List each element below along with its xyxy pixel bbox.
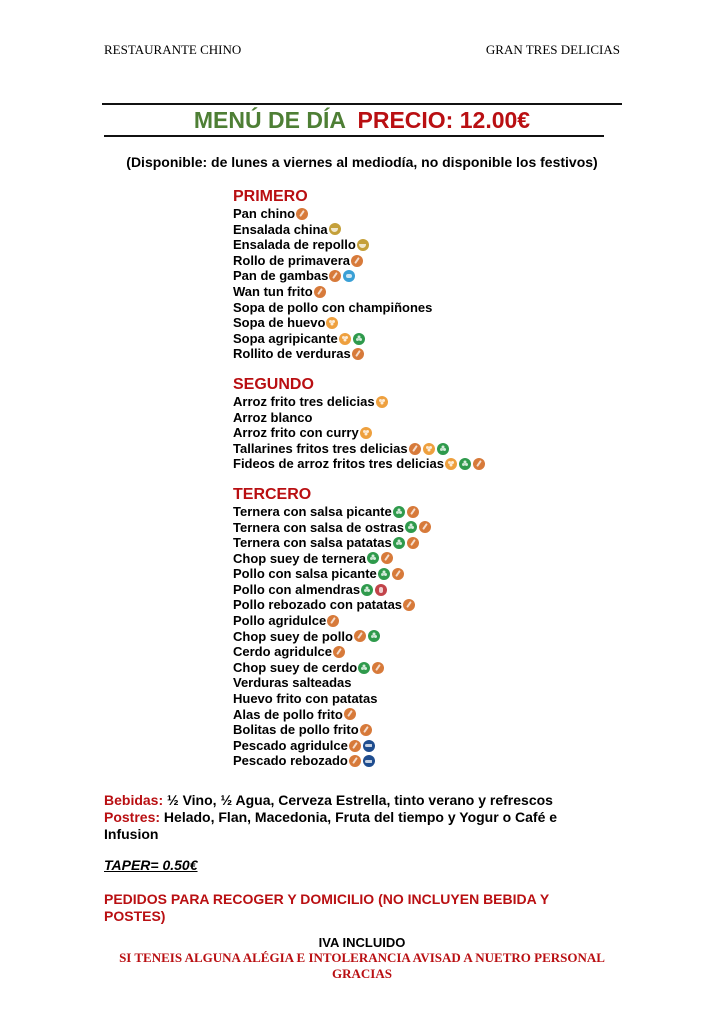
gluten-allergen-icon <box>333 646 345 658</box>
dish-item <box>233 707 485 723</box>
gluten-allergen-icon <box>329 270 341 282</box>
dish-name: Fideos de arroz fritos tres delicias <box>233 456 444 472</box>
dish-name: Verduras salteadas <box>233 675 352 691</box>
taper-price: TAPER= 0.50€ <box>104 857 198 873</box>
egg-allergen-icon <box>339 333 351 345</box>
gluten-allergen-icon <box>360 724 372 736</box>
fish-allergen-icon <box>363 755 375 767</box>
dish-item <box>233 410 485 426</box>
dish-item <box>233 237 485 253</box>
dish-name: Pan chino <box>233 206 296 221</box>
dish-name: Tallarines fritos tres delicias <box>233 440 408 456</box>
dish-name: Pescado agridulce <box>233 737 348 753</box>
drinks-desserts <box>104 792 604 843</box>
dish-name: Wan tun frito <box>233 283 313 299</box>
dish-name: Alas de pollo frito <box>233 706 343 722</box>
egg-allergen-icon <box>445 458 457 470</box>
dish-name: Arroz blanco <box>233 409 313 425</box>
allergen-icons <box>351 255 363 267</box>
dish-item <box>233 331 485 347</box>
desserts-text: Helado, Flan, Macedonia, Fruta del tiempo y Yogur o Café e Infusion <box>104 809 558 842</box>
gluten-allergen-icon <box>392 568 404 580</box>
restaurant-name: GRAN TRES DELICIAS <box>485 42 620 57</box>
gluten-allergen-icon <box>296 208 308 220</box>
allergy-notice <box>100 950 624 982</box>
dish-item <box>233 520 485 536</box>
dish-name: Huevo frito con patatas <box>233 691 378 707</box>
gluten-allergen-icon <box>403 599 415 611</box>
allergen-icons <box>296 208 308 220</box>
menu-title <box>102 105 622 135</box>
celery-allergen-icon <box>393 537 405 549</box>
dish-item <box>233 629 485 645</box>
allergy-text: SI TENEIS ALGUNA ALÉGIA E INTOLERANCIA AVISAD A NUETRO PERSONAL <box>119 950 605 965</box>
dish-name: Rollito de verduras <box>233 346 351 362</box>
dish-item <box>233 753 485 769</box>
dish-name: Rollo de primavera <box>233 252 351 268</box>
dish-name: Pescado rebozado <box>233 753 348 769</box>
celery-allergen-icon <box>378 568 390 580</box>
dish-name: Sopa de huevo <box>233 315 326 331</box>
dish-name: Cerdo agridulce <box>233 644 332 660</box>
allergen-icons <box>357 239 369 251</box>
drinks-label: Bebidas: <box>104 792 164 808</box>
allergen-icons <box>352 348 364 360</box>
dish-item <box>233 300 485 316</box>
drinks-text: ½ Vino, ½ Agua, Cerveza Estrella, tinto verano y refrescos <box>167 792 553 808</box>
allergen-icons <box>376 396 388 408</box>
dish-item <box>233 315 485 331</box>
celery-allergen-icon <box>368 630 380 642</box>
allergen-icons <box>326 317 338 329</box>
dish-item <box>233 222 485 238</box>
dish-name: Chop suey de pollo <box>233 628 353 644</box>
allergen-icons <box>344 708 356 720</box>
dish-name: Pollo con salsa picante <box>233 566 377 582</box>
fish-allergen-icon <box>363 740 375 752</box>
dish-item <box>233 425 485 441</box>
allergen-icons <box>333 646 345 658</box>
dish-name: Pollo con almendras <box>233 581 361 597</box>
gluten-allergen-icon <box>419 521 431 533</box>
dish-name: Ternera con salsa picante <box>233 503 392 519</box>
gluten-allergen-icon <box>407 537 419 549</box>
allergen-icons <box>329 270 355 282</box>
dish-name: Sopa de pollo con champiñones <box>233 299 433 315</box>
gluten-allergen-icon <box>349 755 361 767</box>
dish-item <box>233 644 485 660</box>
menu-section-segundo <box>233 376 485 472</box>
dish-item <box>233 551 485 567</box>
allergen-icons <box>360 724 372 736</box>
gluten-allergen-icon <box>354 630 366 642</box>
gluten-allergen-icon <box>381 552 393 564</box>
dish-name: Ensalada de repollo <box>233 237 356 253</box>
restaurant-type: RESTAURANTE CHINO <box>104 42 242 57</box>
dish-name: Ensalada china <box>233 221 328 237</box>
dish-item <box>233 738 485 754</box>
allergen-icons <box>409 443 449 455</box>
section-title: PRIMERO <box>233 188 308 205</box>
dish-name: Bolitas de pollo frito <box>233 722 359 738</box>
allergen-icons <box>361 584 387 596</box>
gluten-allergen-icon <box>314 286 326 298</box>
celery-allergen-icon <box>393 506 405 518</box>
dish-name: Ternera con salsa patatas <box>233 535 392 551</box>
dish-name: Chop suey de cerdo <box>233 659 358 675</box>
gluten-allergen-icon <box>407 506 419 518</box>
menu-price: PRECIO: 12.00€ <box>357 107 531 133</box>
dish-name: Pollo agridulce <box>233 613 327 629</box>
page-header <box>104 42 620 58</box>
egg-allergen-icon <box>376 396 388 408</box>
availability-note: (Disponible: de lunes a viernes al mediodía, no disponible los festivos) <box>126 154 598 170</box>
gluten-allergen-icon <box>352 348 364 360</box>
crustacean-allergen-icon <box>343 270 355 282</box>
allergen-icons <box>349 740 375 752</box>
takeaway-note: PEDIDOS PARA RECOGER Y DOMICILIO (NO INCLUYEN BEBIDA Y POSTES) <box>104 891 549 924</box>
dish-name: Pollo rebozado con patatas <box>233 597 403 613</box>
dish-item <box>233 691 485 707</box>
dish-name: Arroz frito tres delicias <box>233 393 375 409</box>
peanut-allergen-icon <box>375 584 387 596</box>
sesame-allergen-icon <box>329 223 341 235</box>
dish-item <box>233 597 485 613</box>
dish-name: Sopa agripicante <box>233 330 338 346</box>
vat-included: IVA INCLUIDO <box>318 935 406 950</box>
dish-item <box>233 456 485 472</box>
egg-allergen-icon <box>423 443 435 455</box>
dish-item <box>233 441 485 457</box>
allergen-icons <box>378 568 404 580</box>
allergen-icons <box>393 506 419 518</box>
celery-allergen-icon <box>353 333 365 345</box>
dish-name: Pan de gambas <box>233 268 329 284</box>
gluten-allergen-icon <box>344 708 356 720</box>
menu-section-tercero <box>233 486 485 769</box>
dish-item <box>233 582 485 598</box>
allergen-icons <box>405 521 431 533</box>
gluten-allergen-icon <box>473 458 485 470</box>
allergen-icons <box>445 458 485 470</box>
dish-item <box>233 613 485 629</box>
dish-name: Chop suey de ternera <box>233 550 366 566</box>
section-title: TERCERO <box>233 485 312 503</box>
celery-allergen-icon <box>405 521 417 533</box>
egg-allergen-icon <box>360 427 372 439</box>
menu-name: MENÚ DE DÍA <box>193 107 346 133</box>
menu-section-primero <box>233 188 485 362</box>
dish-item <box>233 535 485 551</box>
dish-item <box>233 660 485 676</box>
allergen-icons <box>358 662 384 674</box>
dish-name: Arroz frito con curry <box>233 425 359 441</box>
section-title: SEGUNDO <box>233 375 314 393</box>
dish-item <box>233 566 485 582</box>
allergen-icons <box>314 286 326 298</box>
dish-item <box>233 675 485 691</box>
dish-item <box>233 722 485 738</box>
dish-item <box>233 268 485 284</box>
allergen-icons <box>393 537 419 549</box>
sesame-allergen-icon <box>357 239 369 251</box>
dish-name: Ternera con salsa de ostras <box>233 519 405 535</box>
thanks-text: GRACIAS <box>332 966 392 981</box>
celery-allergen-icon <box>361 584 373 596</box>
allergen-icons <box>354 630 380 642</box>
celery-allergen-icon <box>358 662 370 674</box>
allergen-icons <box>349 755 375 767</box>
celery-allergen-icon <box>367 552 379 564</box>
celery-allergen-icon <box>459 458 471 470</box>
dish-item <box>233 284 485 300</box>
dish-item <box>233 346 485 362</box>
allergen-icons <box>339 333 365 345</box>
allergen-icons <box>360 427 372 439</box>
allergen-icons <box>403 599 415 611</box>
dish-item <box>233 206 485 222</box>
drinks-line <box>104 792 604 809</box>
dish-item <box>233 394 485 410</box>
gluten-allergen-icon <box>327 615 339 627</box>
title-bottom-rule <box>104 135 604 137</box>
menu-sections <box>233 188 485 783</box>
gluten-allergen-icon <box>409 443 421 455</box>
dish-item <box>233 504 485 520</box>
dish-item <box>233 253 485 269</box>
allergen-icons <box>327 615 339 627</box>
celery-allergen-icon <box>437 443 449 455</box>
gluten-allergen-icon <box>351 255 363 267</box>
egg-allergen-icon <box>326 317 338 329</box>
gluten-allergen-icon <box>349 740 361 752</box>
desserts-label: Postres: <box>104 809 161 825</box>
gluten-allergen-icon <box>372 662 384 674</box>
desserts-line <box>104 809 604 843</box>
allergen-icons <box>367 552 393 564</box>
allergen-icons <box>329 223 341 235</box>
